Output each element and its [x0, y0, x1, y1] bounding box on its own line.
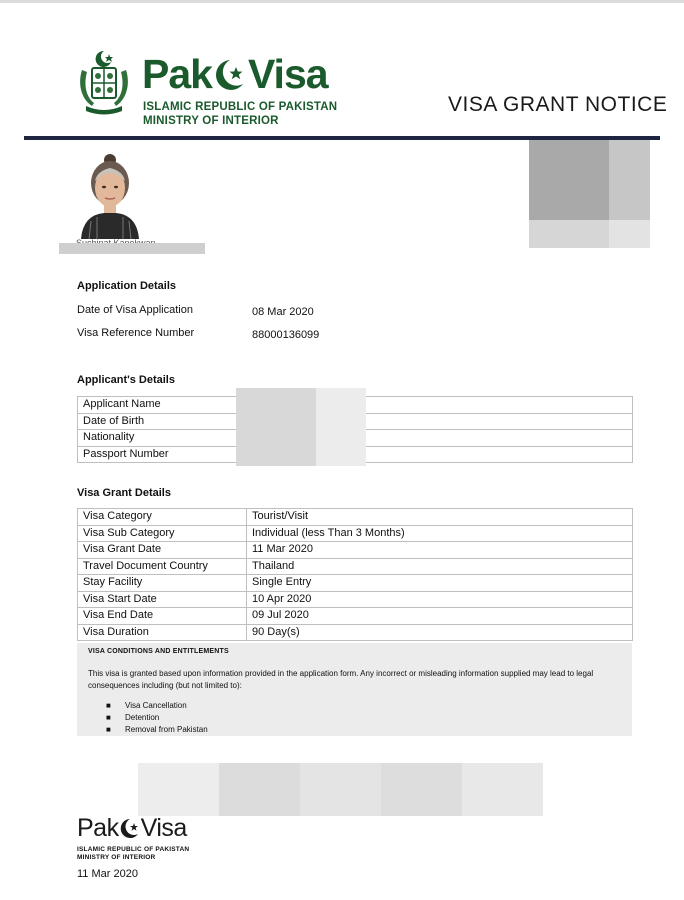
redacted-name — [59, 243, 205, 254]
brand-subtitle-line: ISLAMIC REPUBLIC OF PAKISTAN — [143, 101, 338, 113]
table-row — [78, 509, 633, 526]
crescent-star-icon — [120, 817, 140, 839]
list-item-text: Detention — [125, 713, 160, 722]
redacted-qr-code — [529, 140, 650, 248]
visa-conditions-heading: VISA CONDITIONS AND ENTITLEMENTS — [88, 648, 229, 655]
visa-grant-details-table — [77, 508, 633, 641]
brand-subtitle — [143, 100, 337, 128]
brand-right: Visa — [247, 51, 328, 97]
redacted-applicant-info — [316, 388, 366, 466]
application-date-value: 08 Mar 2020 — [252, 306, 314, 318]
brand-subtitle-line: MINISTRY OF INTERIOR — [143, 115, 279, 127]
redacted-applicant-info — [236, 388, 316, 466]
reference-number-value: 88000136099 — [252, 329, 320, 341]
visa-conditions-list — [106, 700, 208, 736]
applicant-photo — [77, 153, 143, 239]
table-row — [78, 591, 633, 608]
reference-number-label: Visa Reference Number — [77, 327, 195, 339]
footer-date: 11 Mar 2020 — [77, 868, 138, 880]
applicant-details-heading: Applicant's Details — [77, 374, 175, 386]
table-cell-label: Passport Number — [78, 446, 237, 463]
table-cell-label: Date of Birth — [78, 413, 237, 430]
table-cell-value: 90 Day(s) — [247, 624, 633, 641]
footer-brand-left: Pak — [77, 814, 119, 842]
list-item: ■ Visa Cancellation — [106, 701, 187, 710]
table-cell-label: Nationality — [78, 430, 237, 447]
footer-brand-logo — [77, 814, 187, 843]
footer-brand-right: Visa — [140, 814, 187, 842]
table-cell-value: 09 Jul 2020 — [247, 608, 633, 625]
table-cell-label: Stay Facility — [78, 575, 247, 592]
table-cell-label: Visa Grant Date — [78, 542, 247, 559]
table-cell-value: Tourist/Visit — [247, 509, 633, 526]
brand-logo — [142, 52, 328, 96]
table-cell-value: Single Entry — [247, 575, 633, 592]
list-item: ■ Removal from Pakistan — [106, 725, 208, 734]
application-details-heading: Application Details — [77, 280, 177, 292]
redacted-barcode — [138, 763, 543, 816]
brand-left: Pak — [142, 51, 212, 97]
visa-grant-details-heading: Visa Grant Details — [77, 487, 171, 499]
list-item-text: Removal from Pakistan — [125, 725, 208, 734]
table-row — [78, 558, 633, 575]
table-cell-label: Visa Sub Category — [78, 525, 247, 542]
state-emblem-icon — [76, 48, 132, 118]
table-row — [78, 608, 633, 625]
list-item-text: Visa Cancellation — [125, 701, 187, 710]
footer-brand-subtitle — [77, 846, 189, 862]
table-cell-label: Visa Start Date — [78, 591, 247, 608]
table-cell-label: Visa End Date — [78, 608, 247, 625]
table-row — [78, 525, 633, 542]
top-edge — [0, 0, 684, 3]
table-row — [78, 542, 633, 559]
table-row — [78, 575, 633, 592]
notice-title: VISA GRANT NOTICE — [448, 93, 668, 116]
table-cell-value: 10 Apr 2020 — [247, 591, 633, 608]
table-cell-label: Visa Duration — [78, 624, 247, 641]
footer-subtitle-line: MINISTRY OF INTERIOR — [77, 854, 156, 861]
visa-conditions-text: This visa is granted based upon information provided in the application form. Any incorrect or misleading information supplied may lead to legal consequences including (but not limited to): — [88, 669, 594, 690]
table-cell-value: 11 Mar 2020 — [247, 542, 633, 559]
table-cell-label: Visa Category — [78, 509, 247, 526]
crescent-star-icon — [214, 57, 246, 93]
list-item: ■ Detention — [106, 713, 160, 722]
footer-subtitle-line: ISLAMIC REPUBLIC OF PAKISTAN — [77, 846, 190, 853]
table-cell-label: Travel Document Country — [78, 558, 247, 575]
application-date-label: Date of Visa Application — [77, 304, 193, 316]
table-row — [78, 624, 633, 641]
table-cell-value: Thailand — [247, 558, 633, 575]
table-cell-label: Applicant Name — [78, 397, 237, 414]
table-cell-value: Individual (less Than 3 Months) — [247, 525, 633, 542]
